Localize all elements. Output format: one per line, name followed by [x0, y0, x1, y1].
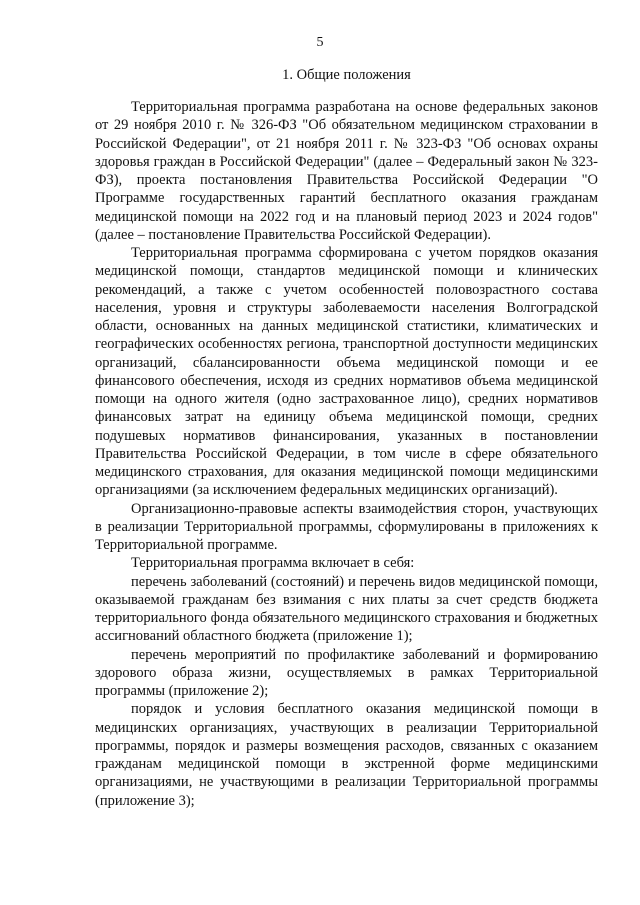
- paragraph-legal-basis: Территориальная программа разработана на основе федеральных законов от 29 ноября 2010 г. № 326-ФЗ "Об обязательном медицинском страховании в Российской Федерации", от 21 ноября 2011 г. № 323-ФЗ "Об основах охраны здоровья граждан в Российской Федерации" (далее – Федеральный закон № 323-ФЗ), проекта постановления Правительства Российской Федерации "О Программе государственных гарантий бесплатного оказания гражданам медицинской помощи на 2022 год и на плановый период 2023 и 2024 годов" (далее – постановление Правительства Российской Федерации).: [95, 99, 598, 243]
- list-item-procedure: порядок и условия бесплатного оказания медицинской помощи в медицинских организациях, участвующих в реализации Территориальной программы, порядок и размеры возмещения расходов, связанных с оказанием гражданам медицинской помощи в экстренной форме медицинскими организациями, не участвующими в реализации Территориальной программы (приложение 3);: [95, 701, 598, 809]
- page-number: 5: [316, 35, 324, 50]
- paragraph-formation: Территориальная программа сформирована с учетом порядков оказания медицинской помощи, стандартов медицинской помощи и клинических рекомендаций, а также с учетом особенностей половозрастного состава населения, уровня и структуры заболеваемости населения Волгоградской области, основанных на данных медицинской статистики, климатических и географических особенностях региона, транспортной доступности медицинских организаций, сбалансированности объема медицинской помощи и ее финансового обеспечения, исходя из средних нормативов объема медицинской помощи на одного жителя (одно застрахованное лицо), средних нормативов финансовых затрат на единицу объема медицинской помощи, средних подушевых нормативов финансирования, указанных в постановлении Правительства Российской Федерации, в том числе в сфере обязательного медицинского страхования, для оказания медицинской помощи медицинскими организациями (за исключением федеральных медицинских организаций).: [95, 245, 598, 499]
- paragraph-program-includes: Территориальная программа включает в себя:: [131, 555, 415, 572]
- list-item-prevention: перечень мероприятий по профилактике заболеваний и формированию здорового образа жизни, осуществляемых в рамках Территориальной программы (приложение 2);: [95, 646, 598, 699]
- list-item-diseases: перечень заболеваний (состояний) и перечень видов медицинской помощи, оказываемой гражданам без взимания с них платы за счет средств бюджета территориального фонда обязательного медицинского страхования и бюджетных ассигнований областного бюджета (приложение 1);: [95, 573, 598, 645]
- section-heading: 1. Общие положения: [282, 67, 411, 83]
- body-text: [95, 98, 598, 810]
- paragraph-organizational-aspects: Организационно-правовые аспекты взаимодействия сторон, участвующих в реализации Территориальной программы, сформулированы в приложениях к Территориальной программе.: [95, 500, 598, 553]
